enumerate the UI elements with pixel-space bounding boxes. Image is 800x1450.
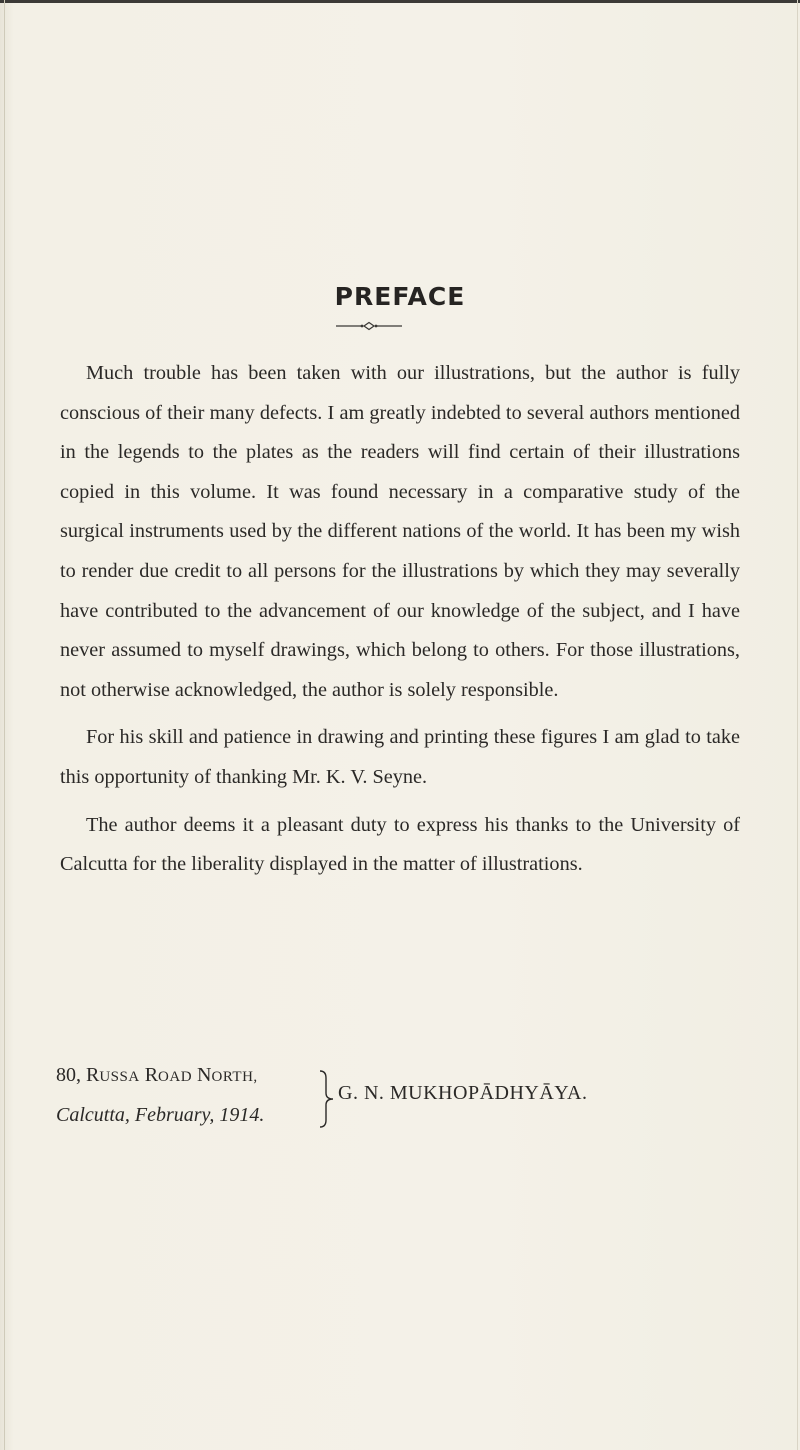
right-page-edge bbox=[797, 0, 798, 1450]
brace-icon bbox=[316, 1068, 338, 1130]
author-name: G. N. MUKHOPĀDHYĀYA. bbox=[338, 1082, 588, 1104]
city-date-line: Calcutta, February, 1914. bbox=[56, 1104, 265, 1126]
preface-paragraph-3: The author deems it a pleasant duty to express his thanks to the University of Calcutta for the liberality displayed in the matter of illustrations. bbox=[60, 813, 740, 876]
preface-paragraph-1: Much trouble has been taken with our illustrations, but the author is fully conscious of their many defects. I am greatly indebted to several authors mentioned in the legends to the plates as the readers will find certain of their illustrations copied in this volume. It was found necessary in a comparative study of the surgical instruments used by the different nations of the world. It has been my wish to render due credit to all persons for the illustrations by which they may severally have contributed to the advancement of our knowledge of the subject, and I have never assumed to myself drawings, which belong to others. For those illustrations, not otherwise acknowledged, the author is solely responsible. bbox=[60, 362, 740, 701]
signature-block bbox=[56, 1064, 776, 1144]
address-line bbox=[56, 1064, 258, 1087]
rule-ornament-icon bbox=[336, 320, 402, 332]
address-initial: N bbox=[197, 1064, 212, 1086]
top-border-rule bbox=[0, 0, 800, 3]
address-initial: R bbox=[86, 1064, 100, 1086]
preface-paragraph-2: For his skill and patience in drawing and printing these figures I am glad to take this opportunity of thanking Mr. K. V. Seyne. bbox=[60, 726, 740, 788]
address-initial: R bbox=[144, 1064, 159, 1086]
address-word: ORTH, bbox=[211, 1069, 258, 1085]
address-number: 80, bbox=[56, 1064, 81, 1086]
preface-body bbox=[60, 354, 740, 885]
left-page-edge bbox=[4, 0, 5, 1450]
address-word: USSA bbox=[99, 1069, 140, 1085]
page-title: PREFACE bbox=[334, 282, 466, 311]
address-word: OAD bbox=[158, 1069, 193, 1085]
